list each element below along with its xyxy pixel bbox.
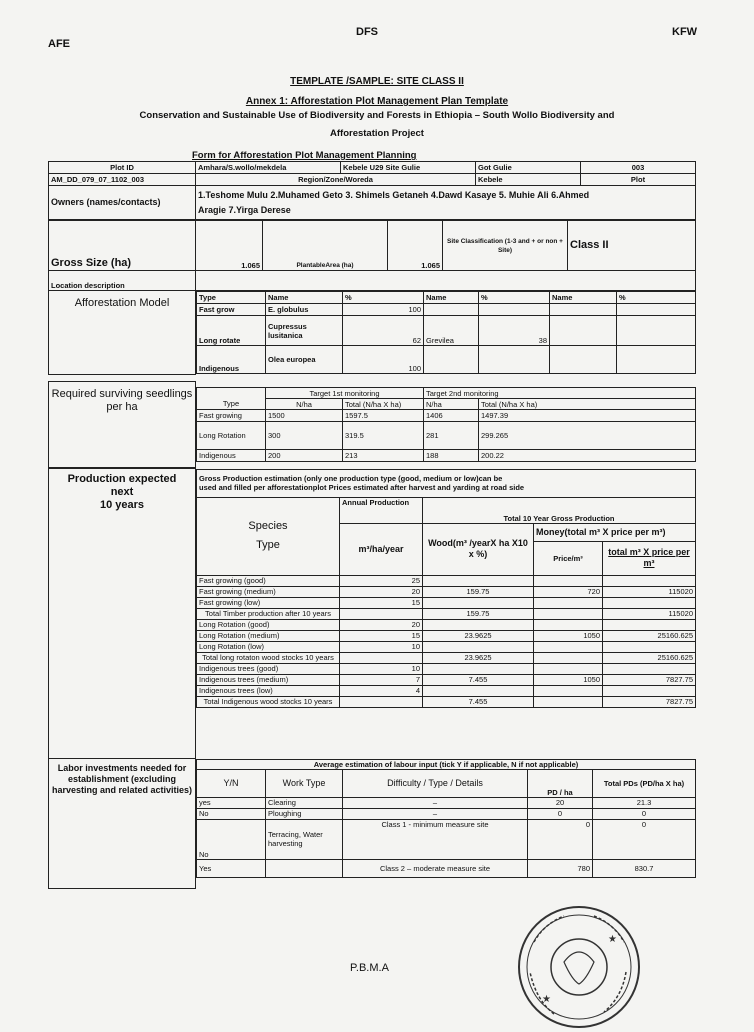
seed-type: Fast growing	[197, 410, 266, 422]
production-total: 25160.625	[603, 630, 696, 641]
production-species: Fast growing (good)	[197, 575, 340, 586]
labor-yn: Yes	[197, 859, 266, 877]
seed-n2: 281	[424, 422, 479, 450]
production-total: 25160.625	[603, 652, 696, 663]
production-total: 115020	[603, 608, 696, 619]
production-wood: 159.75	[423, 586, 534, 597]
footer-text: P.B.M.A	[350, 962, 389, 974]
production-row	[197, 597, 696, 608]
labor-total: 830.7	[593, 859, 696, 877]
production-annual	[340, 696, 423, 707]
seed-n1: 1500	[266, 410, 343, 422]
region-value: Amhara/S.wollo/mekdela	[196, 162, 341, 174]
seed-type: Indigenous	[197, 450, 266, 462]
seed-t2: 299.265	[479, 422, 696, 450]
production-price	[534, 685, 603, 696]
model-pct: 100	[343, 304, 424, 316]
total-10-year-label: Total 10 Year Gross Production	[423, 497, 696, 523]
labor-row	[197, 797, 696, 808]
owners-line-1: 1.Teshome Mulu 2.Muhamed Geto 3. Shimels Getaneh 4.Dawd Kasaye 5. Muhie Ali 6.Ahmed	[198, 189, 590, 200]
kebele-label: Kebele	[476, 174, 581, 186]
model-name: Grevilea	[424, 316, 479, 346]
official-stamp-icon	[514, 902, 644, 1032]
production-annual: 20	[340, 619, 423, 630]
production-wood: 23.9625	[423, 630, 534, 641]
model-col-pct1: %	[343, 292, 424, 304]
production-price	[534, 619, 603, 630]
title-project-2: Afforestation Project	[330, 128, 424, 139]
production-species: Fast growing (medium)	[197, 586, 340, 597]
total-pd-header: Total PDs (PD/ha X ha)	[593, 769, 696, 797]
seedlings-label: Required surviving seedlings per ha	[49, 382, 196, 468]
location-value	[196, 271, 696, 291]
header-center: DFS	[356, 26, 378, 38]
model-col-name2: Name	[424, 292, 479, 304]
production-species: Indigenous trees (good)	[197, 663, 340, 674]
svg-text:★: ★	[608, 934, 617, 945]
pd-ha-header: PD / ha	[528, 769, 593, 797]
m3-ha-year-label: m³/ha/year	[340, 523, 423, 575]
production-wood: 7.455	[423, 674, 534, 685]
labor-pd: 0	[528, 808, 593, 819]
production-label-2: next	[110, 486, 134, 498]
seed-target2: Target 2nd monitoring	[424, 388, 696, 399]
production-total	[603, 641, 696, 652]
header-right: KFW	[672, 26, 698, 38]
production-price: 1050	[534, 630, 603, 641]
site-classification-label: Site Classification (1-3 and + or non + Site)	[443, 221, 568, 271]
production-row	[197, 619, 696, 630]
plot-id-label: Plot ID	[49, 162, 196, 174]
model-pct	[617, 304, 696, 316]
model-col-name3: Name	[550, 292, 617, 304]
model-type: Fast grow	[197, 304, 266, 316]
model-row	[197, 316, 696, 346]
model-pct	[479, 304, 550, 316]
labor-table	[48, 758, 696, 889]
production-species: Indigenous trees (medium)	[197, 674, 340, 685]
title-template: TEMPLATE /SAMPLE: SITE CLASS II	[290, 76, 464, 87]
seed-total1: Total (N/ha X ha)	[343, 399, 424, 410]
seed-row	[197, 450, 696, 462]
production-species: Long Rotation (good)	[197, 619, 340, 630]
yn-header: Y/N	[197, 769, 266, 797]
model-name	[550, 304, 617, 316]
site-classification-value: Class II	[568, 221, 696, 271]
labor-total: 0	[593, 819, 696, 859]
production-price	[534, 696, 603, 707]
plot-label: Plot	[581, 174, 696, 186]
production-price	[534, 663, 603, 674]
production-wood: 7.455	[423, 696, 534, 707]
model-col-name1: Name	[266, 292, 343, 304]
seed-n1: 300	[266, 422, 343, 450]
labor-diff: Class 1 - minimum measure site	[343, 819, 528, 859]
plot-id-value: AM_DD_079_07_1102_003	[49, 174, 196, 186]
model-pct	[617, 316, 696, 346]
production-annual	[340, 652, 423, 663]
model-col-pct2: %	[479, 292, 550, 304]
production-annual: 20	[340, 586, 423, 597]
labor-diff: –	[343, 808, 528, 819]
production-annual	[340, 608, 423, 619]
production-price: 720	[534, 586, 603, 597]
model-name: Olea europea	[266, 346, 343, 374]
model-name: E. globulus	[266, 304, 343, 316]
gross-size-value: 1.065	[196, 221, 263, 271]
production-price	[534, 652, 603, 663]
model-pct: 100	[343, 346, 424, 374]
model-name	[550, 316, 617, 346]
model-pct	[479, 346, 550, 374]
production-row	[197, 674, 696, 685]
labor-diff: –	[343, 797, 528, 808]
labor-yn: No	[197, 819, 266, 859]
plantable-area-label: PlantableArea (ha)	[263, 221, 388, 271]
seed-n1: 200	[266, 450, 343, 462]
labor-row	[197, 859, 696, 877]
production-note-2: used and filled per afforestationplot Prices estimated after harvest and yarding at road side	[199, 483, 525, 492]
production-price: 1050	[534, 674, 603, 685]
site-value: Got Gulie	[476, 162, 581, 174]
production-row	[197, 685, 696, 696]
labor-row	[197, 819, 696, 859]
plot-table	[48, 161, 696, 220]
production-wood	[423, 575, 534, 586]
header-left: AFE	[48, 38, 70, 50]
seed-n2: 1406	[424, 410, 479, 422]
seed-n2: 188	[424, 450, 479, 462]
total-price-label: total m³ X price per m³	[603, 541, 696, 575]
model-row	[197, 346, 696, 374]
title-annex: Annex 1: Afforestation Plot Management Plan Template	[245, 96, 509, 107]
plantable-area-value: 1.065	[388, 221, 443, 271]
model-name	[424, 346, 479, 374]
money-label: Money(total m³ X price per m³)	[534, 523, 696, 541]
seed-target1: Target 1st monitoring	[266, 388, 424, 399]
owners-line-2: Aragie 7.Yirga Derese	[198, 204, 291, 215]
production-label-3: 10 years	[99, 499, 145, 511]
production-table	[48, 468, 696, 759]
production-total	[603, 685, 696, 696]
model-col-type: Type	[197, 292, 266, 304]
labor-total: 0	[593, 808, 696, 819]
production-species: Total Timber production after 10 years	[197, 608, 340, 619]
labor-work	[266, 859, 343, 877]
production-wood	[423, 663, 534, 674]
labor-yn: yes	[197, 797, 266, 808]
seed-t2: 200.22	[479, 450, 696, 462]
production-wood: 23.9625	[423, 652, 534, 663]
production-total: 115020	[603, 586, 696, 597]
svg-text:★: ★	[542, 994, 551, 1005]
model-pct	[617, 346, 696, 374]
labor-work: Ploughing	[266, 808, 343, 819]
labor-pd: 780	[528, 859, 593, 877]
seed-row	[197, 410, 696, 422]
location-label: Location description	[49, 271, 196, 291]
production-wood	[423, 685, 534, 696]
production-price	[534, 608, 603, 619]
model-type: Long rotate	[197, 316, 266, 346]
model-label: Afforestation Model	[49, 291, 196, 375]
production-row	[197, 663, 696, 674]
production-total	[603, 575, 696, 586]
seed-nha2: N/ha	[424, 399, 479, 410]
model-name	[550, 346, 617, 374]
title-project-1: Conservation and Sustainable Use of Biodiversity and Forests in Ethiopia – South Wollo Biodiversity and	[139, 110, 615, 121]
production-row	[197, 608, 696, 619]
labor-work: Clearing	[266, 797, 343, 808]
seed-type-header: Type	[197, 399, 266, 410]
kebele-value: Kebele U29 Site Gulie	[341, 162, 476, 174]
species-label: Species	[248, 520, 288, 532]
labor-pd: 0	[528, 819, 593, 859]
production-species: Long Rotation (low)	[197, 641, 340, 652]
seed-blank	[197, 388, 266, 399]
production-row	[197, 696, 696, 707]
production-annual: 15	[340, 597, 423, 608]
labor-yn: No	[197, 808, 266, 819]
seed-t1: 213	[343, 450, 424, 462]
seedlings-table	[48, 381, 696, 468]
production-annual: 10	[340, 641, 423, 652]
model-col-pct3: %	[617, 292, 696, 304]
production-note-1: Gross Production estimation (only one production type (good, medium or low)can be	[199, 474, 503, 483]
type-label: Type	[256, 539, 280, 551]
work-type-header: Work Type	[266, 769, 343, 797]
model-type: Indigenous	[197, 346, 266, 374]
production-price	[534, 575, 603, 586]
production-species: Fast growing (low)	[197, 597, 340, 608]
seed-nha1: N/ha	[266, 399, 343, 410]
production-row	[197, 575, 696, 586]
model-row	[197, 304, 696, 316]
seed-t2: 1497.39	[479, 410, 696, 422]
plot-number: 003	[581, 162, 696, 174]
production-species: Total long rotaton wood stocks 10 years	[197, 652, 340, 663]
production-row	[197, 652, 696, 663]
labor-label: Labor investments needed for establishment (excluding harvesting and related activities)	[49, 759, 196, 889]
labor-diff: Class 2 – moderate measure site	[343, 859, 528, 877]
form-title: Form for Afforestation Plot Management Planning	[192, 150, 417, 161]
production-total: 7827.75	[603, 696, 696, 707]
labor-work: Terracing, Water harvesting	[266, 819, 343, 859]
production-total	[603, 619, 696, 630]
size-table	[48, 220, 696, 291]
production-wood: 159.75	[423, 608, 534, 619]
production-annual: 15	[340, 630, 423, 641]
production-annual: 4	[340, 685, 423, 696]
production-wood	[423, 619, 534, 630]
production-label-1: Production expected	[67, 473, 177, 485]
annual-production-label: Annual Production	[340, 497, 423, 523]
production-row	[197, 630, 696, 641]
price-label: Price/m³	[534, 541, 603, 575]
production-annual: 7	[340, 674, 423, 685]
seed-row	[197, 422, 696, 450]
gross-size-label: Gross Size (ha)	[49, 221, 196, 271]
production-wood	[423, 597, 534, 608]
model-table	[48, 290, 696, 375]
difficulty-header: Difficulty / Type / Details	[343, 769, 528, 797]
wood-label: Wood(m³ /yearX ha X10 x %)	[423, 523, 534, 575]
production-annual: 10	[340, 663, 423, 674]
owners-label: Owners (names/contacts)	[49, 186, 196, 220]
production-row	[197, 641, 696, 652]
production-price	[534, 641, 603, 652]
region-label: Region/Zone/Woreda	[196, 174, 476, 186]
production-total	[603, 663, 696, 674]
labor-total: 21.3	[593, 797, 696, 808]
seed-t1: 319.5	[343, 422, 424, 450]
model-pct: 62	[343, 316, 424, 346]
production-species: Long Rotation (medium)	[197, 630, 340, 641]
seed-type: Long Rotation	[197, 422, 266, 450]
production-species: Total Indigenous wood stocks 10 years	[197, 696, 340, 707]
production-total: 7827.75	[603, 674, 696, 685]
production-row	[197, 586, 696, 597]
seed-total2: Total (N/ha X ha)	[479, 399, 696, 410]
model-pct: 38	[479, 316, 550, 346]
labor-pd: 20	[528, 797, 593, 808]
labor-average-note: Average estimation of labour input (tick Y if applicable, N if not applicable)	[197, 759, 696, 769]
production-species: Indigenous trees (low)	[197, 685, 340, 696]
model-name: Cupressus lusitanica	[266, 316, 343, 346]
model-name	[424, 304, 479, 316]
production-total	[603, 597, 696, 608]
seed-t1: 1597.5	[343, 410, 424, 422]
production-price	[534, 597, 603, 608]
production-wood	[423, 641, 534, 652]
production-annual: 25	[340, 575, 423, 586]
labor-row	[197, 808, 696, 819]
